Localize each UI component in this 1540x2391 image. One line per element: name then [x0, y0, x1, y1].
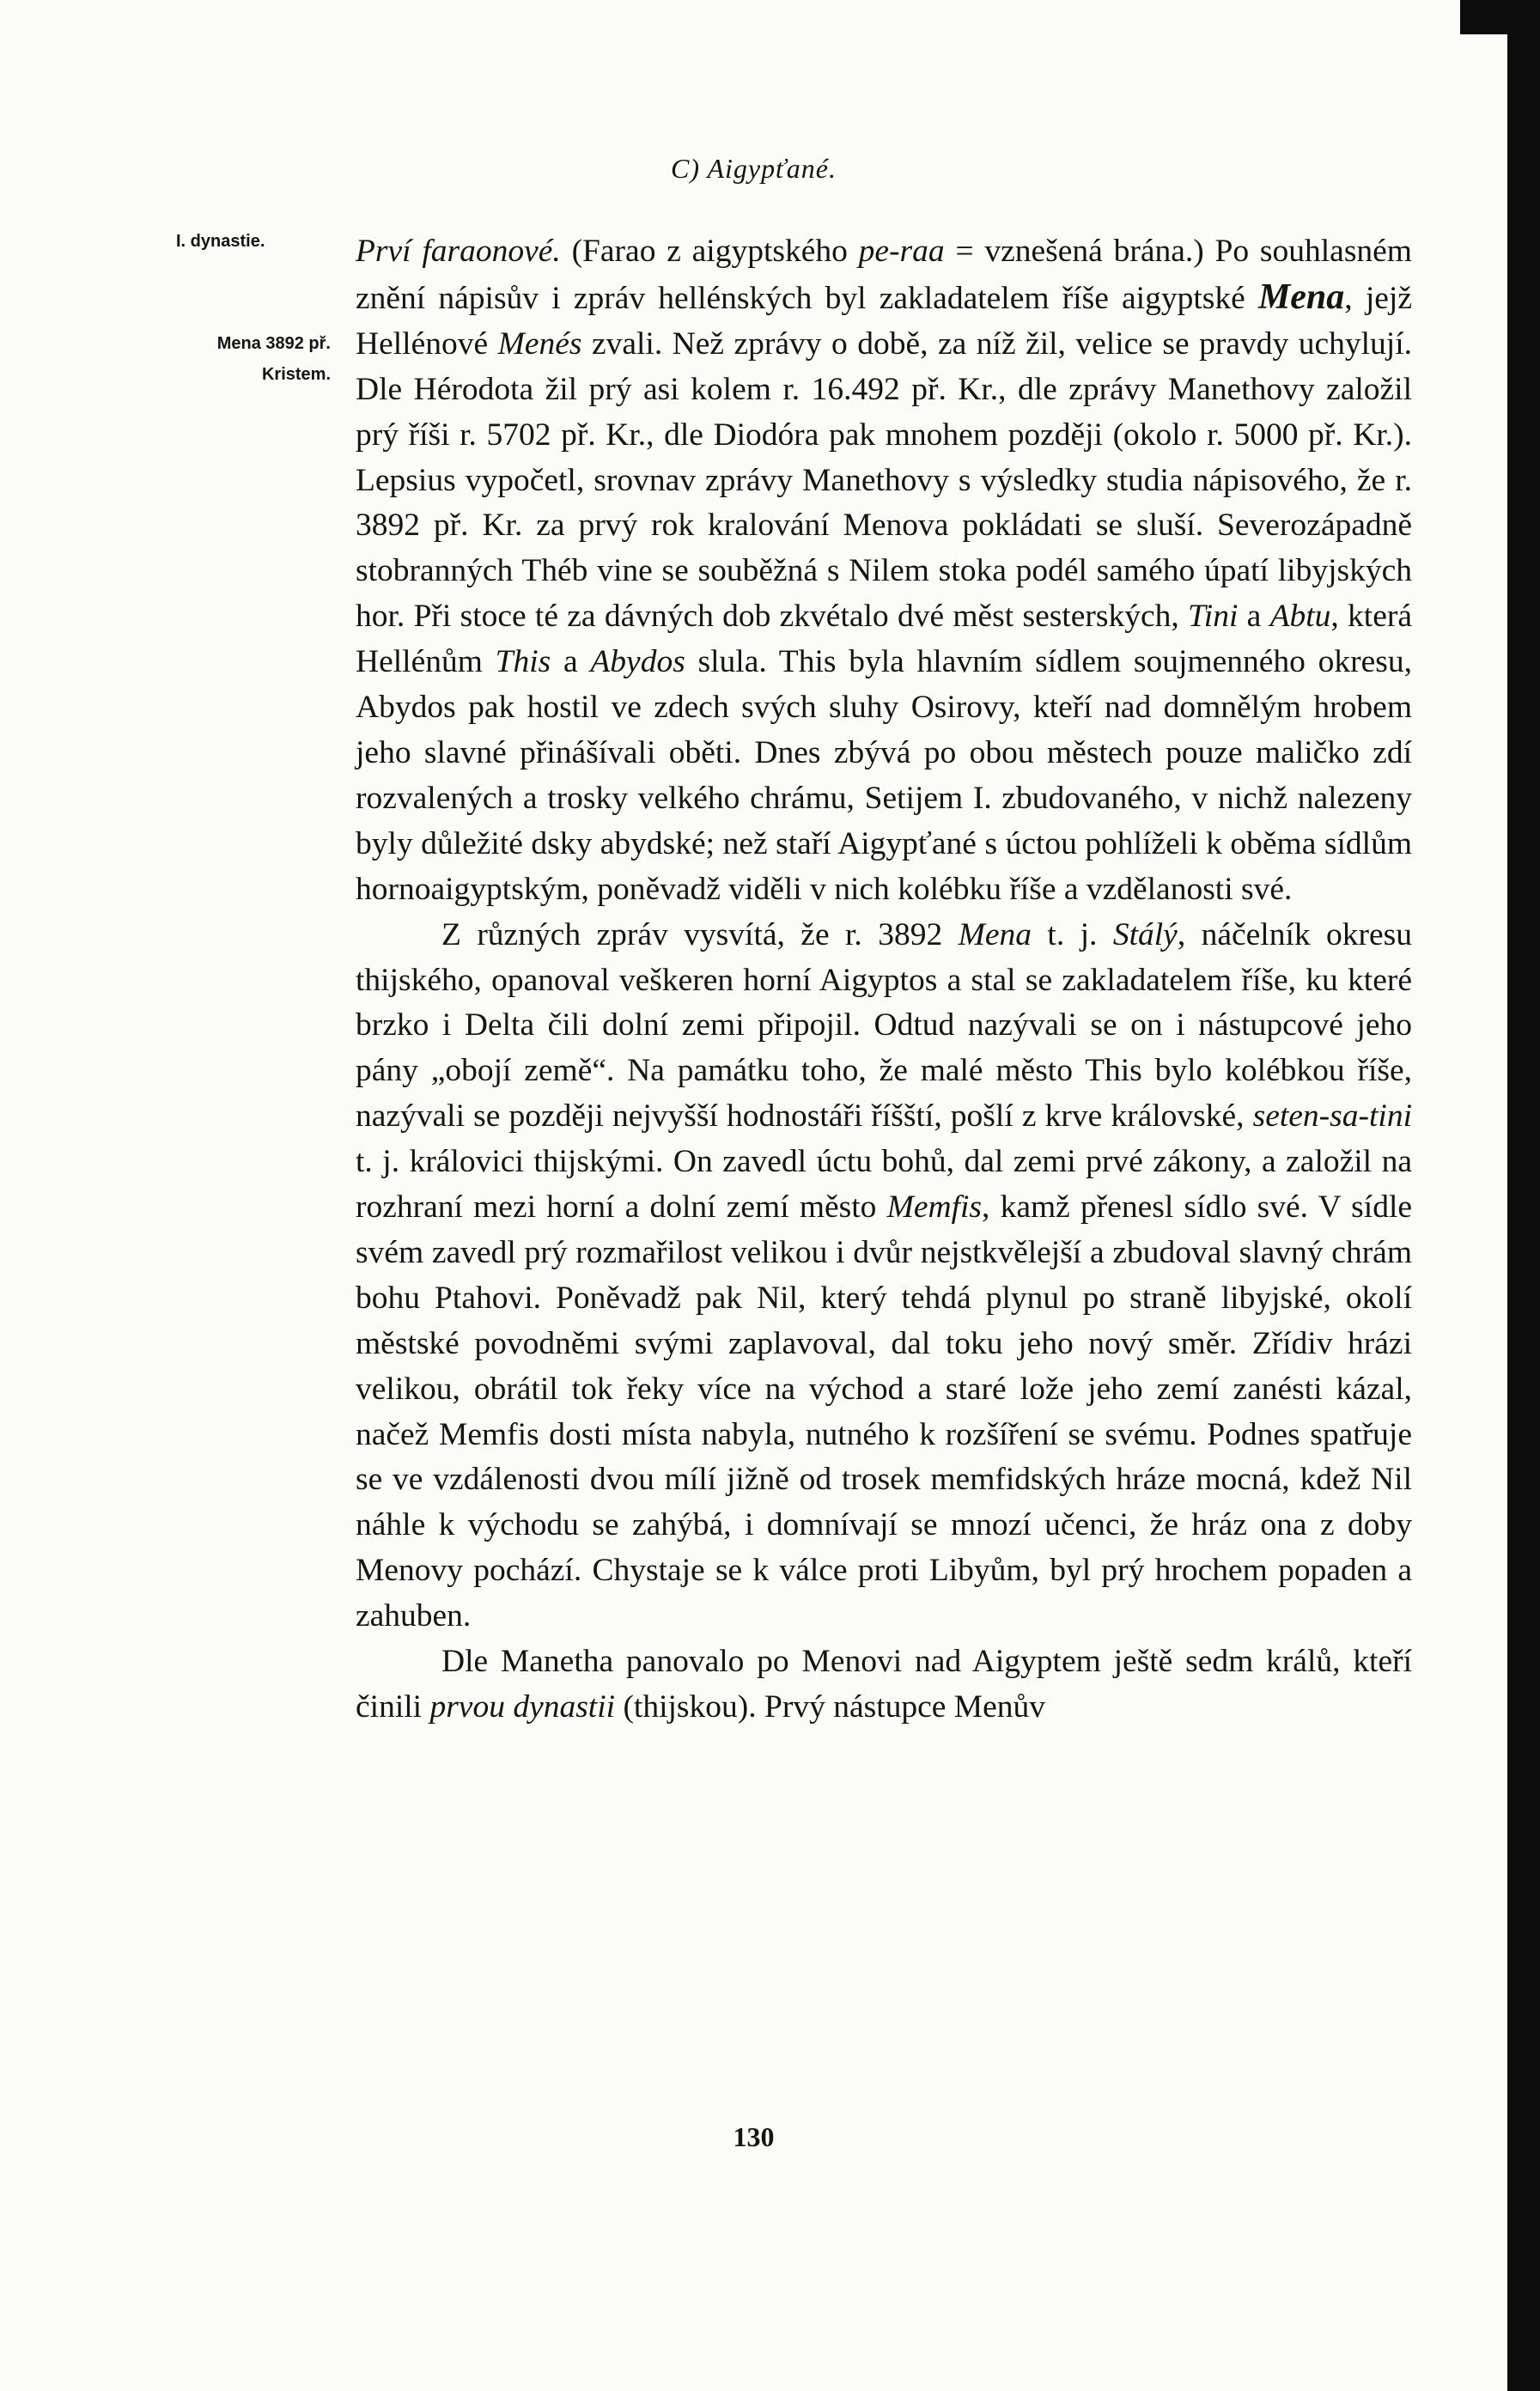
running-head: C) Aigypťané. [671, 153, 837, 184]
margin-note-mena [185, 328, 331, 390]
scan-border [1507, 0, 1540, 2391]
term-pe-raa: pe-raa [858, 234, 945, 269]
margin-note-mena-line1: Mena 3892 př. [216, 334, 331, 353]
paragraph-first-dynasty [356, 1640, 1412, 1731]
paragraph-mena-reign [356, 913, 1412, 1640]
name-mena-2: Mena [958, 916, 1032, 952]
name-tini: Tini [1188, 599, 1239, 635]
p1-text-3: , jejž Hellénové [356, 280, 1412, 362]
term-staly: Stálý [1112, 916, 1178, 952]
p2-text-5: , kamž přenesl sídlo své. V sídle svém zavedl prý rozmařilost velikou i dvůr nejstkvělejší a zbudoval slavný chrám bohu Ptahovi. Poněvadž pak Nil, který tehdá plynul po straně libyjské, okolí městské povodněmi svými zaplavoval, dal toku jeho nový směr. Zřídiv hrázi velikou, obrátil tok řeky více na východ a staré lože jeho zemí zanésti kázal, načež Memfis dosti místa nabyla, nutného k rozšíření se svému. Podnes spatřuje se ve vzdálenosti dvou mílí jižně od trosek memfidských hráze mocná, kdež Nil náhle k východu se zahýbá, i domnívají se mnozí učenci, že hráz ona z doby Menovy pochází. Chystaje se k válce proti Libyům, byl prý hrochem popaden a zahuben. [356, 1189, 1413, 1634]
name-abtu: Abtu [1269, 599, 1331, 635]
name-memfis: Memfis [886, 1189, 983, 1226]
term-seten-sa-tini: seten-sa-tini [1252, 1098, 1412, 1135]
p2-text-1: Z různých zpráv vysvítá, že r. 3892 [441, 916, 959, 952]
margin-note-dynasty: I. dynastie. [176, 232, 265, 251]
scan-border-corner [1460, 0, 1540, 34]
p1-text-8: slula. This byla hlavním sídlem soujmenného okresu, Abydos pak hostil ve zdech svých sluhy Osirovy, kteří nad domnělým hrobem jeho slavné přinášívali oběti. Dnes zbývá po obou městech pouze maličko zdí rozvalených a trosky velkého chrámu, Setijem I. zbudovaného, v nichž nalezeny byly důležité dsky abydské; než staří Aigypťané s úctou pohlíželi k oběma sídlům hornoaigyptským, poněvadž viděli v nich kolébku říše a vzdělanosti své. [356, 644, 1412, 907]
name-menes: Menés [497, 325, 582, 362]
name-mena: Mena [1257, 277, 1345, 317]
p3-text-2: (thijskou). Prvý nástupce Menův [615, 1689, 1046, 1725]
margin-note-mena-line2: Kristem. [261, 365, 331, 384]
p1-text-4: zvali. Než zprávy o době, za níž žil, velice se pravdy uchylují. Dle Hérodota žil prý asi kolem r. 16.492 př. Kr., dle zprávy Manethovy založil prý říši r. 5702 př. Kr., dle Diodóra pak mnohem později (okolo r. 5000 př. Kr.). Lepsius vypočetl, srovnav zprávy Manethovy s výsledky studia nápisového, že r. 3892 př. Kr. za prvý rok kralování Menova pokládati se sluší. Severozápadně stobranných Théb vine se souběžná s Nilem stoka podél samého úpatí libyjských hor. Při stoce té za dávných dob zkvétalo dvé měst sesterských, [356, 325, 1412, 635]
p1-text-2: = vznešená brána.) Po souhlasném znění nápisův i zpráv hellénských byl zakladatelem říše aigyptské [356, 234, 1412, 316]
name-abydos: Abydos [590, 644, 685, 680]
section-lead-title: Prví faraonové. [356, 234, 561, 269]
p2-text-2: t. j. [1032, 916, 1113, 952]
p2-text-3: , náčelník okresu thijského, opanoval veškeren horní Aigyptos a stal se zakladatelem říše, ku které brzko i Delta čili dolní zemi připojil. Odtud nazývali se on i nástupcové jeho pány „obojí země“. Na památku toho, že malé město This bylo kolébkou říše, nazývali se později nejvyšší hodnostáři říšští, pošlí z krve královské, [356, 916, 1413, 1135]
p1-text-5: a [1238, 599, 1270, 635]
p1-text-1: (Farao z aigyptského [560, 234, 859, 269]
name-this: This [495, 644, 551, 680]
p1-text-7: a [551, 644, 591, 680]
p1-text-6: , která Hellénům [356, 599, 1412, 680]
p3-text-1: Dle Manetha panovalo po Menovi nad Aigyptem ještě sedm králů, kteří činili [356, 1644, 1412, 1725]
p2-text-4: t. j. královici thijskými. On zavedl úctu bohů, dal zemi prvé zákony, a založil na rozhraní mezi horní a dolní zemí město [356, 1144, 1412, 1226]
body-text [356, 229, 1412, 1731]
page-number: 130 [733, 2121, 775, 2152]
paragraph-first-pharaohs [356, 229, 1412, 913]
term-prvou-dynastii: prvou dynastii [429, 1689, 616, 1725]
